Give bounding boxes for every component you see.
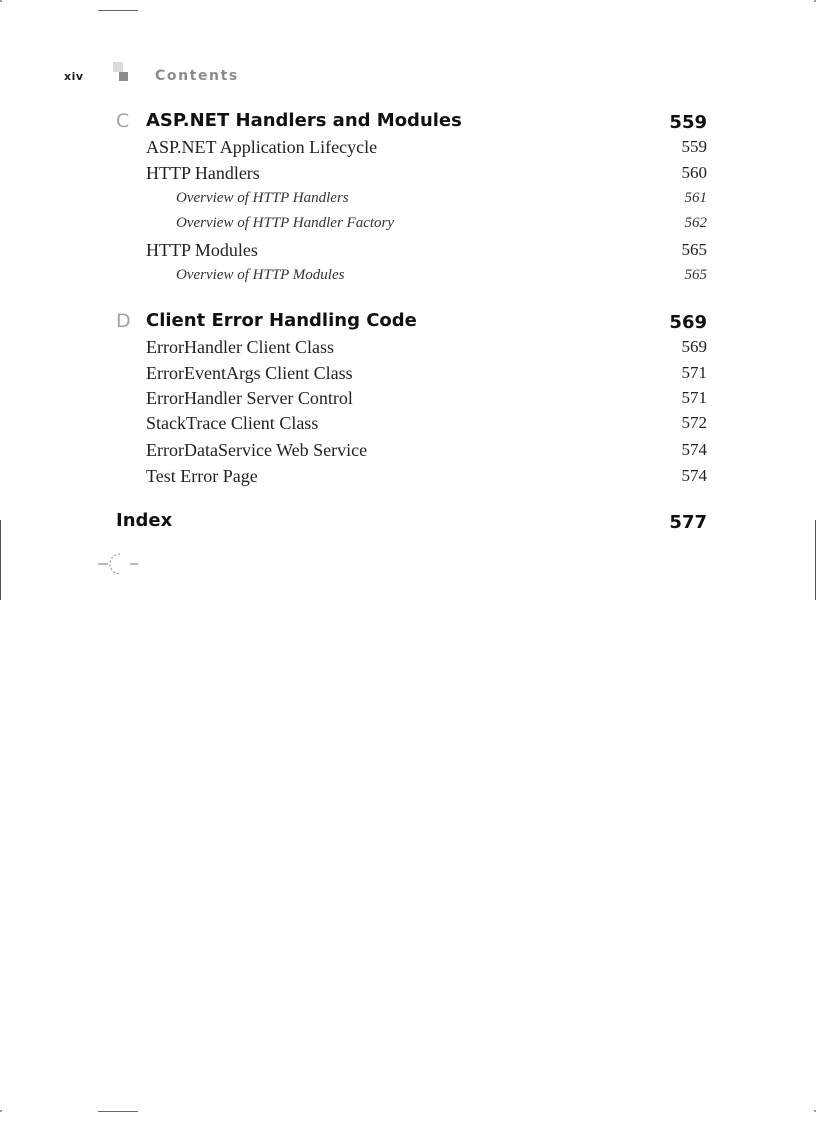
section-title: ErrorEventArgs Client Class (146, 363, 353, 383)
running-header-title: Contents (155, 68, 239, 84)
section-squares-icon (113, 62, 129, 82)
page-corner-mark-icon (96, 551, 140, 577)
section-title: HTTP Handlers (146, 163, 260, 183)
section-page: 571 (681, 363, 707, 382)
corner-dot (0, 1110, 2, 1112)
index-page: 577 (669, 512, 707, 533)
section-page: 559 (681, 137, 707, 156)
section-title: ErrorHandler Client Class (146, 337, 334, 357)
toc-chapter-c[interactable] (0, 110, 816, 134)
section-title: ErrorDataService Web Service (146, 440, 368, 460)
subsection-title: Overview of HTTP Handler Factory (176, 215, 395, 231)
toc-chapter-d[interactable] (0, 310, 816, 334)
toc-subsection[interactable] (0, 189, 816, 213)
section-page: 572 (681, 413, 707, 432)
crop-mark-top (98, 10, 138, 11)
section-page: 560 (681, 163, 707, 182)
appendix-letter: D (116, 310, 131, 332)
chapter-page: 559 (669, 112, 707, 133)
toc-section[interactable] (0, 240, 816, 264)
chapter-page: 569 (669, 312, 707, 333)
toc-section[interactable] (0, 388, 816, 412)
section-page: 574 (681, 440, 707, 459)
toc-section[interactable] (0, 163, 816, 187)
section-title: ASP.NET Application Lifecycle (146, 137, 378, 157)
page-number: xiv (64, 70, 84, 83)
toc-index[interactable] (0, 510, 816, 534)
toc-section[interactable] (0, 466, 816, 490)
crop-mark-bottom (98, 1111, 138, 1112)
section-title: ErrorHandler Server Control (146, 388, 353, 408)
subsection-page: 561 (684, 190, 707, 206)
section-page: 569 (681, 337, 707, 356)
index-title: Index (116, 510, 173, 531)
subsection-title: Overview of HTTP Handlers (176, 190, 349, 206)
appendix-letter: C (116, 110, 130, 132)
subsection-page: 565 (684, 267, 707, 283)
toc-section[interactable] (0, 137, 816, 161)
chapter-title: Client Error Handling Code (146, 310, 417, 331)
section-page: 574 (681, 466, 707, 485)
toc-subsection[interactable] (0, 214, 816, 238)
toc-section[interactable] (0, 337, 816, 361)
section-title: HTTP Modules (146, 240, 258, 260)
chapter-title: ASP.NET Handlers and Modules (146, 110, 462, 131)
corner-dot (0, 0, 2, 2)
toc-section[interactable] (0, 363, 816, 387)
toc-section[interactable] (0, 440, 816, 464)
toc-subsection[interactable] (0, 266, 816, 290)
section-title: StackTrace Client Class (146, 413, 319, 433)
section-page: 571 (681, 388, 707, 407)
subsection-page: 562 (684, 215, 707, 231)
subsection-title: Overview of HTTP Modules (176, 267, 345, 283)
toc-section[interactable] (0, 413, 816, 437)
section-page: 565 (681, 240, 707, 259)
section-title: Test Error Page (146, 466, 258, 486)
